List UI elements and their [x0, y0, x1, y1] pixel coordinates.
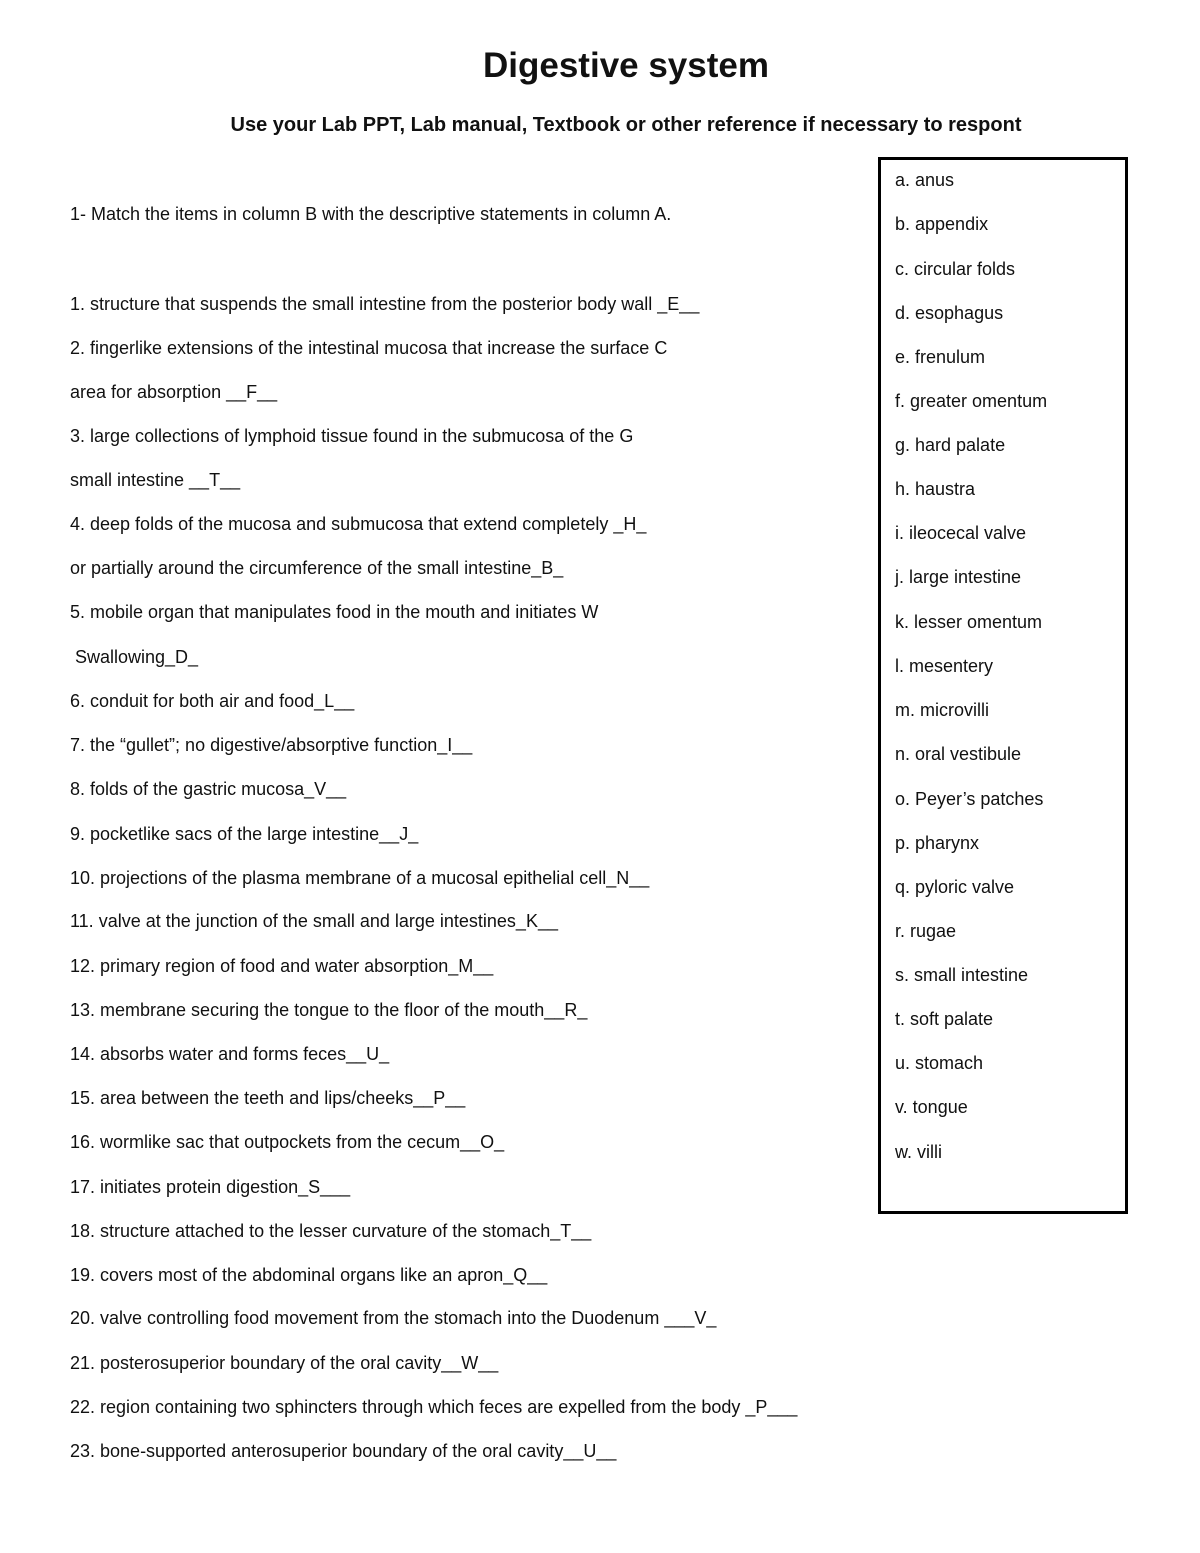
statement-line: 6. conduit for both air and food_L__: [70, 691, 355, 711]
statement-line: 9. pocketlike sacs of the large intestine__J_: [70, 824, 419, 844]
statement-line: 23. bone-supported anterosuperior boundary of the oral cavity__U__: [70, 1441, 617, 1461]
choice-item: a. anus: [895, 170, 955, 190]
statement-line: 2. fingerlike extensions of the intestinal mucosa that increase the surface C: [70, 338, 668, 358]
choice-item: o. Peyer’s patches: [895, 789, 1044, 809]
choice-item: l. mesentery: [895, 656, 994, 676]
choice-item: r. rugae: [895, 921, 957, 941]
statement-line: 14. absorbs water and forms feces__U_: [70, 1044, 390, 1064]
choice-item: h. haustra: [895, 479, 976, 499]
statement-line: Swallowing_D_: [70, 647, 199, 667]
statement-line: 1. structure that suspends the small intestine from the posterior body wall _E__: [70, 294, 700, 314]
statement-line: or partially around the circumference of the small intestine_B_: [70, 558, 564, 578]
statement-line: 18. structure attached to the lesser curvature of the stomach_T__: [70, 1221, 592, 1241]
statement-line: 13. membrane securing the tongue to the floor of the mouth__R_: [70, 1000, 588, 1020]
statement-line: area for absorption __F__: [70, 382, 278, 402]
statement-line: 19. covers most of the abdominal organs like an apron_Q__: [70, 1265, 548, 1285]
choice-item: m. microvilli: [895, 700, 989, 720]
statement-line: 21. posterosuperior boundary of the oral cavity__W__: [70, 1353, 499, 1373]
instruction-text: 1- Match the items in column B with the descriptive statements in column A.: [70, 204, 672, 224]
statement-line: 17. initiates protein digestion_S___: [70, 1177, 351, 1197]
page-title: Digestive system: [483, 46, 769, 85]
choice-item: n. oral vestibule: [895, 744, 1022, 764]
statement-line: 4. deep folds of the mucosa and submucosa that extend completely _H_: [70, 514, 647, 534]
statement-line: 7. the “gullet”; no digestive/absorptive function_I__: [70, 735, 473, 755]
statement-line: 22. region containing two sphincters through which feces are expelled from the body _P___: [70, 1397, 798, 1417]
statement-line: 8. folds of the gastric mucosa_V__: [70, 779, 347, 799]
statement-line: 12. primary region of food and water absorption_M__: [70, 956, 494, 976]
choice-item: t. soft palate: [895, 1009, 994, 1029]
column-b-box: [878, 157, 1128, 1214]
statement-line: 5. mobile organ that manipulates food in the mouth and initiates W: [70, 602, 599, 622]
choice-item: j. large intestine: [895, 567, 1022, 587]
statement-line: 10. projections of the plasma membrane of a mucosal epithelial cell_N__: [70, 868, 650, 888]
choice-item: s. small intestine: [895, 965, 1029, 985]
choice-item: b. appendix: [895, 214, 989, 234]
choice-item: p. pharynx: [895, 833, 980, 853]
statement-line: 3. large collections of lymphoid tissue found in the submucosa of the G: [70, 426, 634, 446]
choice-item: g. hard palate: [895, 435, 1006, 455]
choice-item: u. stomach: [895, 1053, 984, 1073]
choice-item: e. frenulum: [895, 347, 986, 367]
choice-item: w. villi: [895, 1142, 943, 1162]
statement-line: small intestine __T__: [70, 470, 241, 490]
page-subtitle: Use your Lab PPT, Lab manual, Textbook or other reference if necessary to respont: [230, 114, 1022, 136]
choice-item: i. ileocecal valve: [895, 523, 1027, 543]
choice-item: d. esophagus: [895, 303, 1004, 323]
choice-item: f. greater omentum: [895, 391, 1048, 411]
statement-line: 16. wormlike sac that outpockets from the cecum__O_: [70, 1132, 505, 1152]
statement-line: 20. valve controlling food movement from the stomach into the Duodenum ___V_: [70, 1308, 717, 1328]
statement-line: 15. area between the teeth and lips/cheeks__P__: [70, 1088, 466, 1108]
choice-item: c. circular folds: [895, 259, 1016, 279]
statement-line: 11. valve at the junction of the small and large intestines_K__: [70, 911, 558, 931]
choice-item: q. pyloric valve: [895, 877, 1015, 897]
choice-item: v. tongue: [895, 1097, 968, 1117]
choice-item: k. lesser omentum: [895, 612, 1043, 632]
